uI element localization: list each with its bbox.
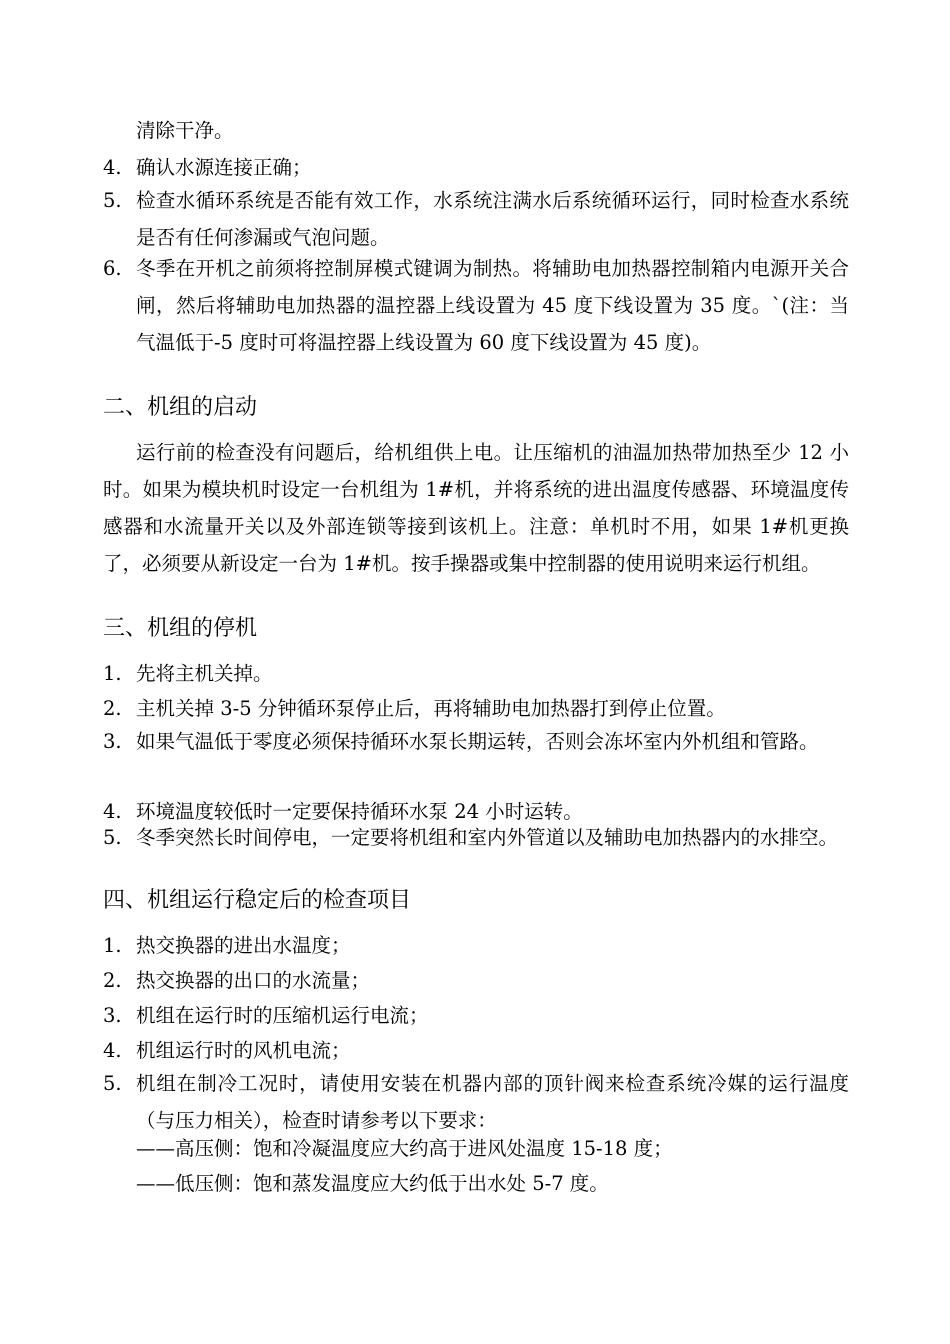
intro-continuation: 清除干净。 <box>136 119 234 142</box>
list-item <box>103 723 849 760</box>
section-heading-checks: 四、机组运行稳定后的检查项目 <box>103 888 412 913</box>
list-number: 6. <box>103 257 122 280</box>
list-item <box>103 824 849 852</box>
list-text: 先将主机关掉。 <box>136 662 273 685</box>
list-item <box>103 149 849 186</box>
list-text: 机组运行时的风机电流； <box>136 1039 351 1062</box>
note-low-pressure: ——低压侧：饱和蒸发温度应大约低于出水处 5-7 度。 <box>136 1172 609 1195</box>
list-number: 1. <box>103 662 122 685</box>
list-text: 如果气温低于零度必须保持循环水泵长期运转，否则会冻坏室内外机组和管路。 <box>136 730 819 753</box>
list-item <box>103 250 849 361</box>
list-item <box>103 1065 849 1139</box>
section-heading-startup: 二、机组的启动 <box>103 395 258 420</box>
list-item <box>103 997 849 1034</box>
list-text: 主机关掉 3-5 分钟循环泵停止后，再将辅助电加热器打到停止位置。 <box>136 697 726 720</box>
list-text: 机组在制冷工况时，请使用安装在机器内部的顶针阀来检查系统冷媒的运行温度（与压力相关），检查时请参考以下要求： <box>136 1072 849 1132</box>
section-heading-shutdown: 三、机组的停机 <box>103 616 258 641</box>
list-text: 机组在运行时的压缩机运行电流； <box>136 1004 429 1027</box>
list-number: 5. <box>103 1072 122 1095</box>
list-number: 5. <box>103 189 122 212</box>
list-number: 3. <box>103 730 122 753</box>
list-item <box>103 1032 849 1069</box>
list-text: 冬季突然长时间停电，一定要将机组和室内外管道以及辅助电加热器内的水排空。 <box>136 826 839 849</box>
list-item <box>103 655 849 692</box>
list-item <box>103 690 849 727</box>
list-number: 3. <box>103 1004 122 1027</box>
list-number: 2. <box>103 697 122 720</box>
list-number: 2. <box>103 969 122 992</box>
list-item <box>103 182 849 256</box>
list-text: 热交换器的进出水温度； <box>136 934 351 957</box>
list-item <box>103 927 849 964</box>
list-number: 4. <box>103 800 122 823</box>
list-number: 4. <box>103 1039 122 1062</box>
list-number: 1. <box>103 934 122 957</box>
list-number: 5. <box>103 826 122 849</box>
list-text: 检查水循环系统是否能有效工作，水系统注满水后系统循环运行，同时检查水系统是否有任何渗漏或气泡问题。 <box>136 189 849 249</box>
list-text: 环境温度较低时一定要保持循环水泵 24 小时运转。 <box>136 800 583 823</box>
list-text: 冬季在开机之前须将控制屏模式键调为制热。将辅助电加热器控制箱内电源开关合闸，然后将辅助电加热器的温控器上线设置为 45 度下线设置为 35 度。`(注：当气温低于-5 度时可将温控器上线设置为 60 度下线设置为 45 度)。 <box>136 257 849 354</box>
list-text: 热交换器的出口的水流量； <box>136 969 371 992</box>
list-number: 4. <box>103 156 122 179</box>
startup-paragraph: 运行前的检查没有问题后，给机组供上电。让压缩机的油温加热带加热至少 12 小时。如果为模块机时设定一台机组为 1#机，并将系统的进出温度传感器、环境温度传感器和水流量开关以及外部连锁等接到该机上。注意：单机时不用，如果 1#机更换了，必须要从新设定一台为 1#机。按手操器或集中控制器的使用说明来运行机组。 <box>103 441 849 575</box>
list-text: 确认水源连接正确； <box>136 156 312 179</box>
note-high-pressure: ——高压侧：饱和冷凝温度应大约高于进风处温度 15-18 度； <box>136 1137 673 1160</box>
list-item <box>103 962 849 999</box>
